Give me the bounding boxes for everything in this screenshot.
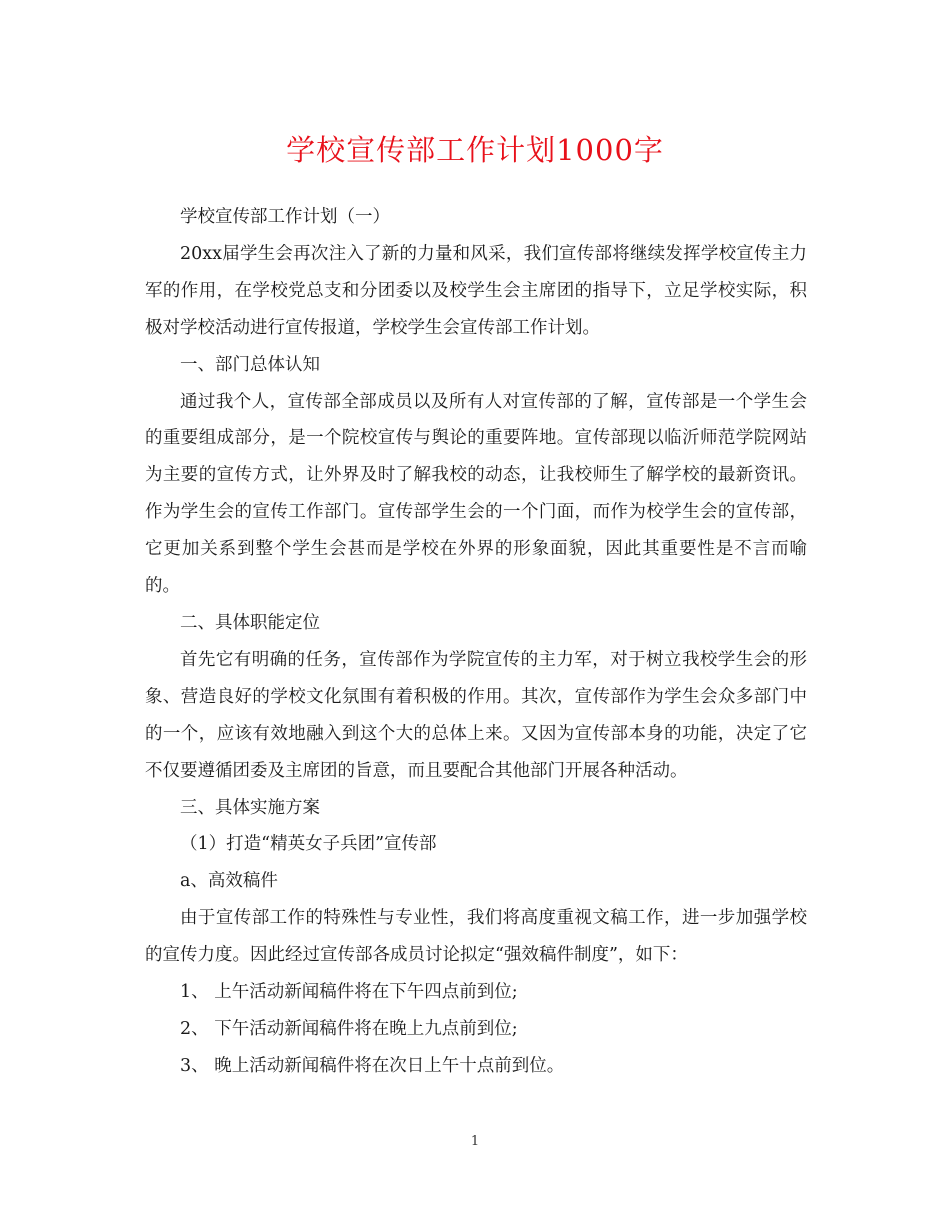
section-heading: 学校宣传部工作计划（一） (180, 207, 390, 227)
paragraph: 20xx届学生会再次注入了新的力量和风采，我们宣传部将继续发挥学校宣传主力军的作用，在学校党总支和分团委以及校学生会主席团的指导下，立足学校实际，积极对学校活动进行宣传报道，学校学生会宣传部工作计划。 (145, 243, 807, 338)
list-item: 3、 晚上活动新闻稿件将在次日上午十点前到位。 (180, 1055, 565, 1076)
subsection-heading: a、高效稿件 (180, 871, 278, 892)
list-item: 1、 上午活动新闻稿件将在下午四点前到位; (180, 982, 518, 1003)
section-heading: 三、具体实施方案 (180, 797, 320, 818)
document-title: 学校宣传部工作计划1000字 (286, 133, 664, 167)
document-body (145, 199, 807, 1085)
list-item: 2、 下午活动新闻稿件将在晚上九点前到位; (180, 1018, 518, 1039)
section-heading: 一、部门总体认知 (180, 354, 320, 375)
subsection-heading: （1）打造“精英女子兵团”宣传部 (180, 834, 437, 855)
paragraph: 首先它有明确的任务，宣传部作为学院宣传的主力军，对于树立我校学生会的形象、营造良好的学校文化氛围有着积极的作用。其次，宣传部作为学生会众多部门中的一个，应该有效地融入到这个大的总体上来。又因为宣传部本身的功能，决定了它不仅要遵循团委及主席团的旨意，而且要配合其他部门开展各种活动。 (145, 649, 807, 781)
section-heading: 二、具体职能定位 (180, 612, 320, 633)
page-number: 1 (470, 1134, 480, 1149)
paragraph: 通过我个人，宣传部全部成员以及所有人对宣传部的了解，宣传部是一个学生会的重要组成部分，是一个院校宣传与舆论的重要阵地。宣传部现以临沂师范学院网站为主要的宣传方式，让外界及时了解我校的动态，让我校师生了解学校的最新资讯。作为学生会的宣传工作部门。宣传部学生会的一个门面，而作为校学生会的宣传部，它更加关系到整个学生会甚而是学校在外界的形象面貌，因此其重要性是不言而喻的。 (145, 391, 807, 597)
paragraph: 由于宣传部工作的特殊性与专业性，我们将高度重视文稿工作，进一步加强学校的宣传力度。因此经过宣传部各成员讨论拟定“强效稿件制度”，如下： (145, 908, 807, 966)
